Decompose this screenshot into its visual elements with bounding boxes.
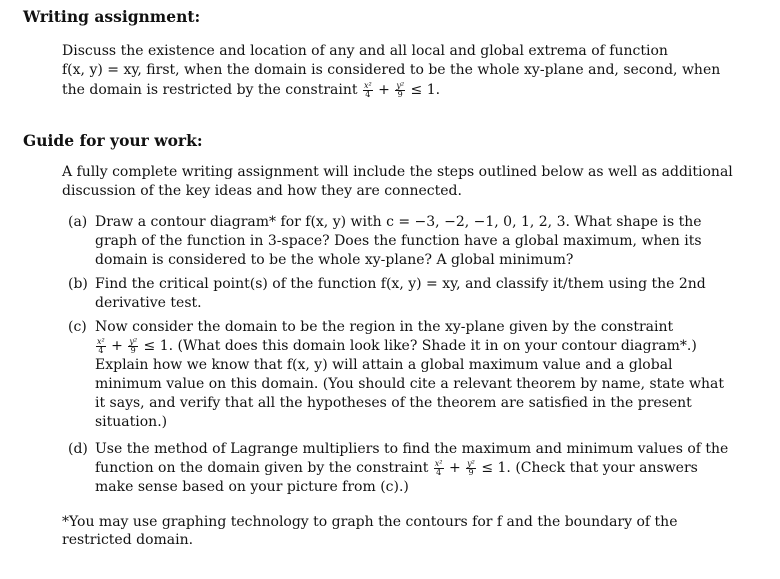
item-d-line-2-text: function on the domain given by the constraint (95, 460, 429, 476)
item-c-line-1: Now consider the domain to be the region in the xy-plane given by the constraint (95, 319, 674, 335)
item-a-line-2: graph of the function in 3-space? Does the function have a global maximum, when its (95, 233, 702, 249)
item-d-line-2 (95, 459, 728, 478)
constraint-x-den: 4 (436, 467, 442, 477)
constraint-x-fraction (96, 338, 106, 355)
item-a-line-3: domain is considered to be the whole xy-plane? A global minimum? (95, 252, 574, 268)
constraint-x-num: x² (97, 336, 105, 346)
item-b-label: (b) (68, 276, 88, 292)
constraint-y-den: 9 (397, 89, 403, 99)
item-b-line-2: derivative test. (95, 295, 202, 311)
constraint-y-fraction (128, 338, 138, 355)
item-c-line-5: it says, and verify that all the hypotheses of the theorem are satisfied in the present (95, 395, 692, 411)
assignment-line-3 (62, 81, 440, 100)
constraint-plus: + (111, 338, 123, 354)
assignment-line-3-text: the domain is restricted by the constraint (62, 82, 358, 98)
constraint-y-den: 9 (130, 345, 136, 355)
constraint-y-fraction (395, 82, 405, 99)
constraint-x-fraction (363, 82, 373, 99)
constraint-x-den: 4 (98, 345, 104, 355)
item-a-label: (a) (68, 214, 88, 230)
assignment-line-2: f(x, y) = xy, first, when the domain is considered to be the whole xy-plane and, second, when (62, 62, 721, 78)
guide-intro-line-1: A fully complete writing assignment will include the steps outlined below as well as additional (62, 164, 733, 180)
item-a-line-1: Draw a contour diagram* for f(x, y) with c = −3, −2, −1, 0, 1, 2, 3. What shape is the (95, 214, 702, 230)
constraint-y-fraction (466, 460, 476, 477)
item-c-line-2 (95, 337, 724, 356)
footnote-line-1: *You may use graphing technology to graph the contours for f and the boundary of the (62, 514, 678, 530)
assignment-line-1: Discuss the existence and location of any and all local and global extrema of function (62, 43, 668, 59)
constraint-tail: ≤ 1. (410, 82, 441, 98)
constraint-plus: + (378, 82, 390, 98)
item-d-line-2-tail: ≤ 1. (Check that your answers (481, 460, 698, 476)
writing-assignment-heading: Writing assignment: (23, 7, 201, 26)
item-b-line-1: Find the critical point(s) of the function f(x, y) = xy, and classify it/them using the 2nd (95, 276, 706, 292)
guide-heading: Guide for your work: (23, 131, 203, 150)
constraint-y-num: y² (129, 336, 138, 346)
item-c-line-6: situation.) (95, 414, 168, 430)
item-d-line-1: Use the method of Lagrange multipliers to find the maximum and minimum values of the (95, 441, 729, 457)
item-d-line-3: make sense based on your picture from (c).) (95, 479, 409, 495)
constraint-x-num: x² (434, 458, 443, 468)
constraint-x-fraction (434, 460, 444, 477)
item-c-line-3: Explain how we know that f(x, y) will attain a global maximum value and a global (95, 357, 673, 373)
constraint-y-num: y² (467, 458, 475, 468)
item-d-label: (d) (68, 441, 88, 457)
footnote-line-2: restricted domain. (62, 532, 194, 548)
constraint-x-num: x² (363, 80, 372, 90)
item-c-line-2-text: ≤ 1. (What does this domain look like? Shade it in on your contour diagram*.) (143, 338, 697, 354)
constraint-y-num: y² (396, 80, 405, 90)
constraint-plus: + (448, 460, 461, 476)
item-c-line-4: minimum value on this domain. (You should cite a relevant theorem by name, state what (95, 376, 724, 392)
item-c-label: (c) (68, 319, 87, 335)
guide-intro-line-2: discussion of the key ideas and how they are connected. (62, 183, 462, 199)
constraint-x-den: 4 (365, 89, 371, 99)
constraint-y-den: 9 (468, 467, 474, 477)
